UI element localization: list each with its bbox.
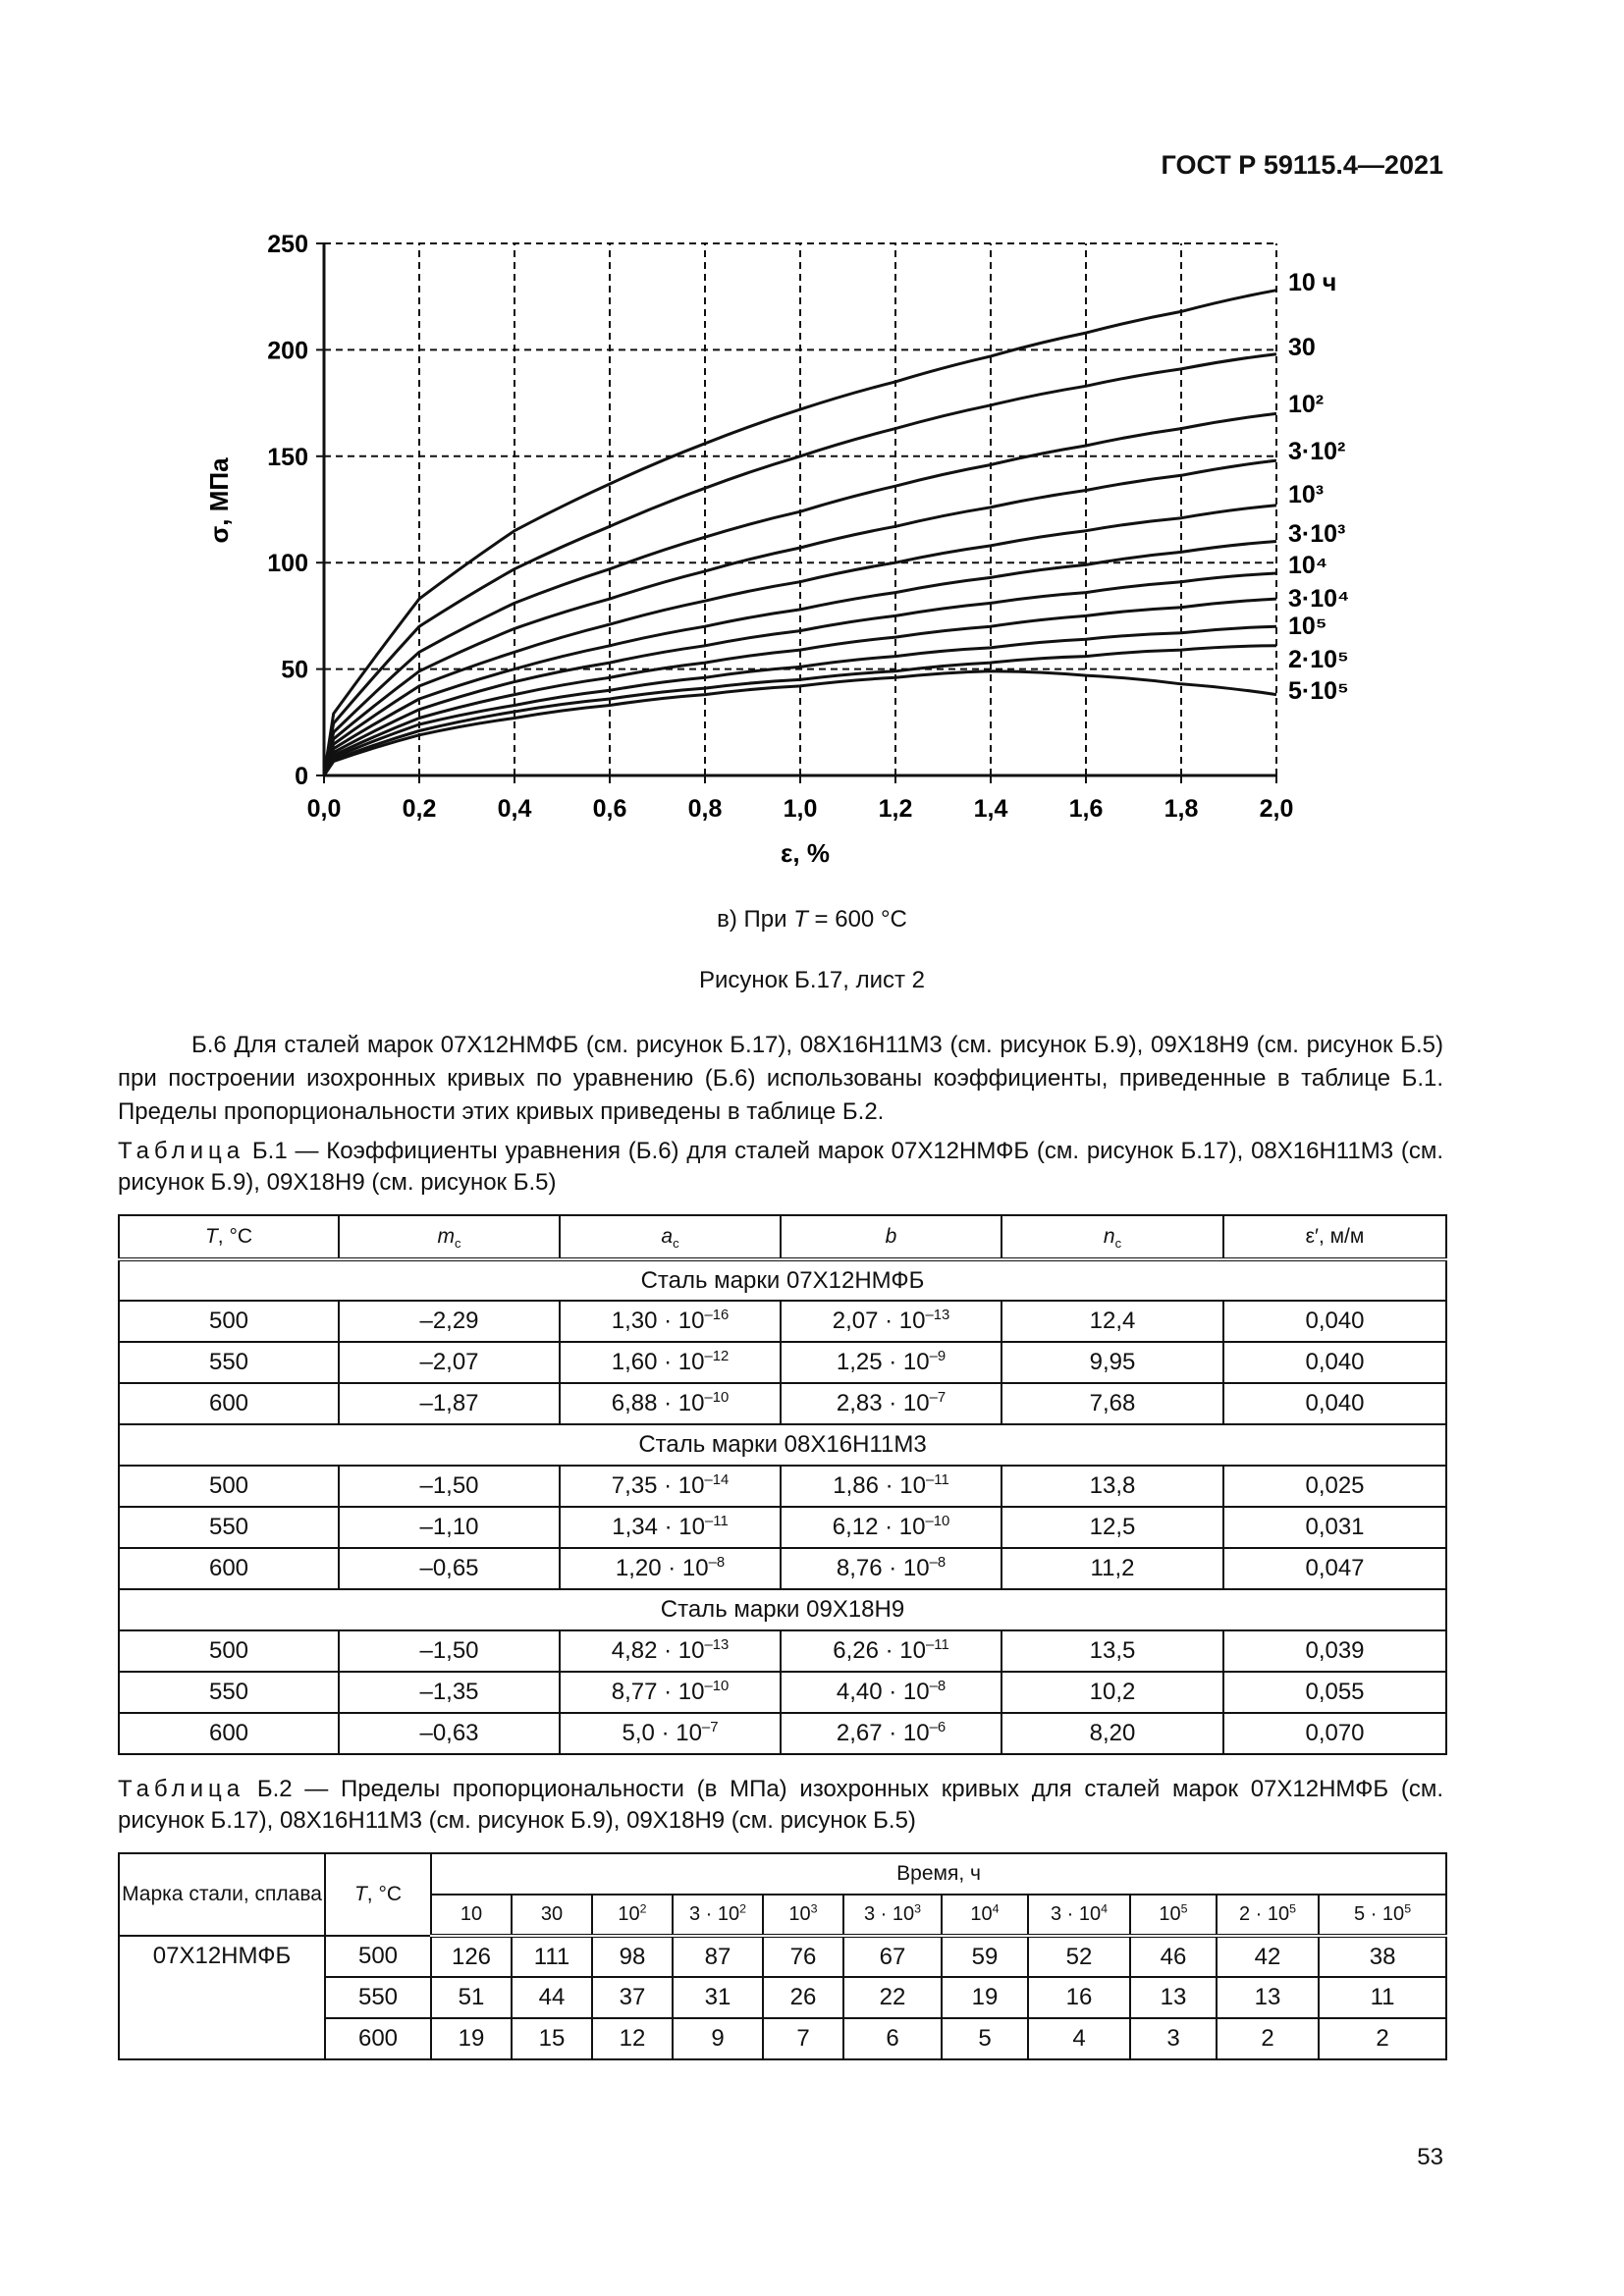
table-cell: 13,8 <box>1001 1466 1223 1507</box>
table-cell: –1,50 <box>339 1630 560 1672</box>
table1-header-cell: b <box>781 1215 1001 1259</box>
table-cell: $1,34 \cdot 10^{-11}$ <box>560 1507 781 1548</box>
table-cell: 0,047 <box>1223 1548 1446 1589</box>
table-cell: 8,20 <box>1001 1713 1223 1754</box>
table2-time-cell: $10^2$ <box>592 1895 673 1936</box>
table-cell: 600 <box>119 1383 339 1424</box>
series-label-1: 10 ч <box>1288 269 1337 296</box>
table-cell: $6,12 \cdot 10^{-10}$ <box>781 1507 1001 1548</box>
table-cell: 11 <box>1319 1977 1446 2018</box>
table2-steel-cell: 07Х12НМФБ <box>119 1936 325 2059</box>
table1-label: Таблица <box>118 1138 245 1164</box>
x-tick-label: 1,2 <box>878 795 913 823</box>
table-cell: $2,83 \cdot 10^{-7}$ <box>781 1383 1001 1424</box>
y-axis-label: σ, МПа <box>204 457 234 544</box>
table-cell: 4 <box>1028 2018 1130 2059</box>
table2-time-cell: $5 \cdot 10^5$ <box>1319 1895 1446 1936</box>
table-cell: 600 <box>325 2018 431 2059</box>
table1-group-row <box>119 1589 1446 1630</box>
table-cell: 0,040 <box>1223 1342 1446 1383</box>
table-cell: $8,77 \cdot 10^{-10}$ <box>560 1672 781 1713</box>
table1-group-row <box>119 1424 1446 1466</box>
table-cell: 0,040 <box>1223 1383 1446 1424</box>
x-tick-label: 2,0 <box>1259 795 1294 823</box>
table-cell: –1,50 <box>339 1466 560 1507</box>
table2-time-cell: $3 \cdot 10^4$ <box>1028 1895 1130 1936</box>
table-cell: 13 <box>1217 1977 1319 2018</box>
table1-header-cell: $n_c$ <box>1001 1215 1223 1259</box>
table-cell: 6 <box>843 2018 942 2059</box>
table2-header-row <box>119 1853 1446 1895</box>
table2-time-cell: 30 <box>512 1895 592 1936</box>
table-row <box>119 1630 1446 1672</box>
table-cell: $2,67 \cdot 10^{-6}$ <box>781 1713 1001 1754</box>
table-cell: 500 <box>325 1936 431 1977</box>
table-cell: 13 <box>1130 1977 1217 2018</box>
table-cell: 550 <box>119 1342 339 1383</box>
table-cell: 12,5 <box>1001 1507 1223 1548</box>
table1-header-cell: ε′, м/м <box>1223 1215 1446 1259</box>
table-cell: $5,0 \cdot 10^{-7}$ <box>560 1713 781 1754</box>
document-code: ГОСТ Р 59115.4—2021 <box>1161 150 1443 180</box>
table2-time-cell: $10^4$ <box>942 1895 1028 1936</box>
paragraph-b6: Б.6 Для сталей марок 07Х12НМФБ (см. рисунок Б.17), 08Х16Н11М3 (см. рисунок Б.9), 09Х18Н9 (см. рисунок Б.5) при построении изохронных кривых по уравнению (Б.6) использованы коэффициенты, приведенные в таблице Б.1. Пределы пропорциональности этих кривых приведены в таблице Б.2. <box>118 1032 1443 1125</box>
table2-time-cell: $3 \cdot 10^2$ <box>673 1895 763 1936</box>
table-cell: 5 <box>942 2018 1028 2059</box>
table-cell: 12,4 <box>1001 1301 1223 1342</box>
table1-title-text: Б.1 — Коэффициенты уравнения (Б.6) для сталей марок 07Х12НМФБ (см. рисунок Б.17), 08Х16Н11М3 (см. рисунок Б.9), 09Х18Н9 (см. рисунок Б.5) <box>118 1138 1444 1196</box>
table-cell: 500 <box>119 1301 339 1342</box>
table-cell: 550 <box>325 1977 431 2018</box>
table2-title-text: Б.2 — Пределы пропорциональности (в МПа) изохронных кривых для сталей марок 07Х12НМФБ (см. рисунок Б.17), 08Х16Н11М3 (см. рисунок Б.9), 09Х18Н9 (см. рисунок Б.5) <box>118 1776 1444 1834</box>
table-cell: –1,35 <box>339 1672 560 1713</box>
table-row <box>119 1383 1446 1424</box>
table-cell: –1,87 <box>339 1383 560 1424</box>
table-cell: $1,60 \cdot 10^{-12}$ <box>560 1342 781 1383</box>
table-cell: 19 <box>942 1977 1028 2018</box>
y-tick-label: 250 <box>267 231 308 258</box>
table-row <box>119 1507 1446 1548</box>
x-tick-label: 0,2 <box>402 795 437 823</box>
table2-time-cell: $10^3$ <box>763 1895 843 1936</box>
table-cell: 59 <box>942 1936 1028 1977</box>
table-cell: $6,26 \cdot 10^{-11}$ <box>781 1630 1001 1672</box>
table2-time-cell: $2 \cdot 10^5$ <box>1217 1895 1319 1936</box>
series-label-8: 3·10⁴ <box>1288 585 1350 613</box>
table2-time-header: Время, ч <box>431 1853 1446 1895</box>
table-cell: 19 <box>431 2018 512 2059</box>
x-tick-label: 0,4 <box>497 795 532 823</box>
x-tick-label: 1,4 <box>973 795 1008 823</box>
table-row <box>119 1548 1446 1589</box>
y-tick-label: 100 <box>267 550 308 578</box>
table-cell: 0,039 <box>1223 1630 1446 1672</box>
series-label-5: 10³ <box>1288 481 1325 508</box>
x-tick-label: 0,6 <box>592 795 627 823</box>
table-cell: 15 <box>512 2018 592 2059</box>
table-row <box>119 1672 1446 1713</box>
table-cell: 13,5 <box>1001 1630 1223 1672</box>
table-cell: 22 <box>843 1977 942 2018</box>
table-cell: 7,68 <box>1001 1383 1223 1424</box>
table-row <box>119 1936 1446 1977</box>
table-cell: 0,040 <box>1223 1301 1446 1342</box>
table-cell: –2,07 <box>339 1342 560 1383</box>
y-tick-label: 200 <box>267 337 308 365</box>
table2-time-cell: 10 <box>431 1895 512 1936</box>
y-tick-label: 0 <box>295 763 308 790</box>
table-cell: –0,63 <box>339 1713 560 1754</box>
table-cell: 600 <box>119 1713 339 1754</box>
series-line-6 <box>324 542 1276 776</box>
table-cell: 111 <box>512 1936 592 1977</box>
table-cell: $7,35 \cdot 10^{-14}$ <box>560 1466 781 1507</box>
y-tick-label: 150 <box>267 443 308 471</box>
x-tick-label: 1,6 <box>1068 795 1104 823</box>
table-cell: 16 <box>1028 1977 1130 2018</box>
table-row <box>119 1342 1446 1383</box>
table-cell: 31 <box>673 1977 763 2018</box>
x-tick-label: 1,0 <box>783 795 818 823</box>
y-tick-label: 50 <box>281 656 308 684</box>
table-cell: –0,65 <box>339 1548 560 1589</box>
series-label-9: 10⁵ <box>1288 613 1327 640</box>
table-row <box>119 1713 1446 1754</box>
chart-series-labels <box>1288 269 1349 705</box>
table-cell: 67 <box>843 1936 942 1977</box>
table-cell: 12 <box>592 2018 673 2059</box>
chart-caption: в) При T = 600 °C <box>717 906 907 933</box>
table-cell: 2 <box>1217 2018 1319 2059</box>
table-cell: 550 <box>119 1507 339 1548</box>
table-cell: 9 <box>673 2018 763 2059</box>
x-tick-label: 0,0 <box>306 795 342 823</box>
table-cell: 500 <box>119 1630 339 1672</box>
table-cell: 9,95 <box>1001 1342 1223 1383</box>
table2-time-cell: $3 \cdot 10^3$ <box>843 1895 942 1936</box>
table-cell: 98 <box>592 1936 673 1977</box>
table-cell: $1,86 \cdot 10^{-11}$ <box>781 1466 1001 1507</box>
table-b1 <box>118 1214 1447 1755</box>
table-cell: 0,070 <box>1223 1713 1446 1754</box>
x-tick-label: 0,8 <box>687 795 723 823</box>
series-label-7: 10⁴ <box>1288 552 1328 579</box>
table-cell: 87 <box>673 1936 763 1977</box>
table1-group-name: Сталь марки 08Х16Н11М3 <box>119 1424 1446 1466</box>
table-cell: 10,2 <box>1001 1672 1223 1713</box>
table2-title <box>118 1774 1443 1837</box>
table-cell: $4,40 \cdot 10^{-8}$ <box>781 1672 1001 1713</box>
table-cell: 500 <box>119 1466 339 1507</box>
table-cell: 600 <box>119 1548 339 1589</box>
table1-group-name: Сталь марки 09Х18Н9 <box>119 1589 1446 1630</box>
x-axis-label: ε, % <box>781 838 830 868</box>
table-cell: 550 <box>119 1672 339 1713</box>
table-cell: $1,25 \cdot 10^{-9}$ <box>781 1342 1001 1383</box>
table-cell: 7 <box>763 2018 843 2059</box>
table1-header-cell: T, °C <box>119 1215 339 1259</box>
series-label-4: 3·10² <box>1288 438 1346 465</box>
series-label-10: 2·10⁵ <box>1288 646 1349 673</box>
table-cell: 2 <box>1319 2018 1446 2059</box>
table-cell: 126 <box>431 1936 512 1977</box>
table-row <box>119 1301 1446 1342</box>
table-b2 <box>118 1852 1447 2060</box>
table-cell: 76 <box>763 1936 843 1977</box>
table1-group-name: Сталь марки 07Х12НМФБ <box>119 1259 1446 1301</box>
table1-header-cell: $m_c$ <box>339 1215 560 1259</box>
isochronous-curves-chart <box>196 224 1350 891</box>
table2-temp-header: T, °C <box>325 1853 431 1936</box>
table2-time-cell: $10^5$ <box>1130 1895 1217 1936</box>
table-cell: 0,031 <box>1223 1507 1446 1548</box>
series-label-3: 10² <box>1288 391 1325 418</box>
table-cell: 44 <box>512 1977 592 2018</box>
figure-caption: Рисунок Б.17, лист 2 <box>698 967 926 993</box>
table-cell: –2,29 <box>339 1301 560 1342</box>
table1-header-cell: $a_c$ <box>560 1215 781 1259</box>
table-cell: $8,76 \cdot 10^{-8}$ <box>781 1548 1001 1589</box>
x-tick-label: 1,8 <box>1164 795 1199 823</box>
table1-group-row <box>119 1259 1446 1301</box>
table-cell: $2,07 \cdot 10^{-13}$ <box>781 1301 1001 1342</box>
table-cell: $1,20 \cdot 10^{-8}$ <box>560 1548 781 1589</box>
table2-label: Таблица <box>118 1776 245 1802</box>
table-cell: 37 <box>592 1977 673 2018</box>
table-cell: 52 <box>1028 1936 1130 1977</box>
table-cell: 11,2 <box>1001 1548 1223 1589</box>
table-cell: 0,055 <box>1223 1672 1446 1713</box>
table2-steel-header: Марка стали, сплава <box>119 1853 325 1936</box>
series-label-11: 5·10⁵ <box>1288 677 1349 705</box>
table-cell: 38 <box>1319 1936 1446 1977</box>
table-cell: 26 <box>763 1977 843 2018</box>
table-cell: 42 <box>1217 1936 1319 1977</box>
table-cell: 3 <box>1130 2018 1217 2059</box>
table1-header-row <box>119 1215 1446 1259</box>
table-cell: $4,82 \cdot 10^{-13}$ <box>560 1630 781 1672</box>
table-row <box>119 1466 1446 1507</box>
series-label-6: 3·10³ <box>1288 520 1346 548</box>
table-cell: 51 <box>431 1977 512 2018</box>
table1-title <box>118 1136 1443 1199</box>
page-number: 53 <box>1417 2144 1443 2170</box>
table-cell: 0,025 <box>1223 1466 1446 1507</box>
table-cell: 46 <box>1130 1936 1217 1977</box>
table-cell: $1,30 \cdot 10^{-16}$ <box>560 1301 781 1342</box>
table-cell: $6,88 \cdot 10^{-10}$ <box>560 1383 781 1424</box>
series-label-2: 30 <box>1288 334 1316 361</box>
table-cell: –1,10 <box>339 1507 560 1548</box>
